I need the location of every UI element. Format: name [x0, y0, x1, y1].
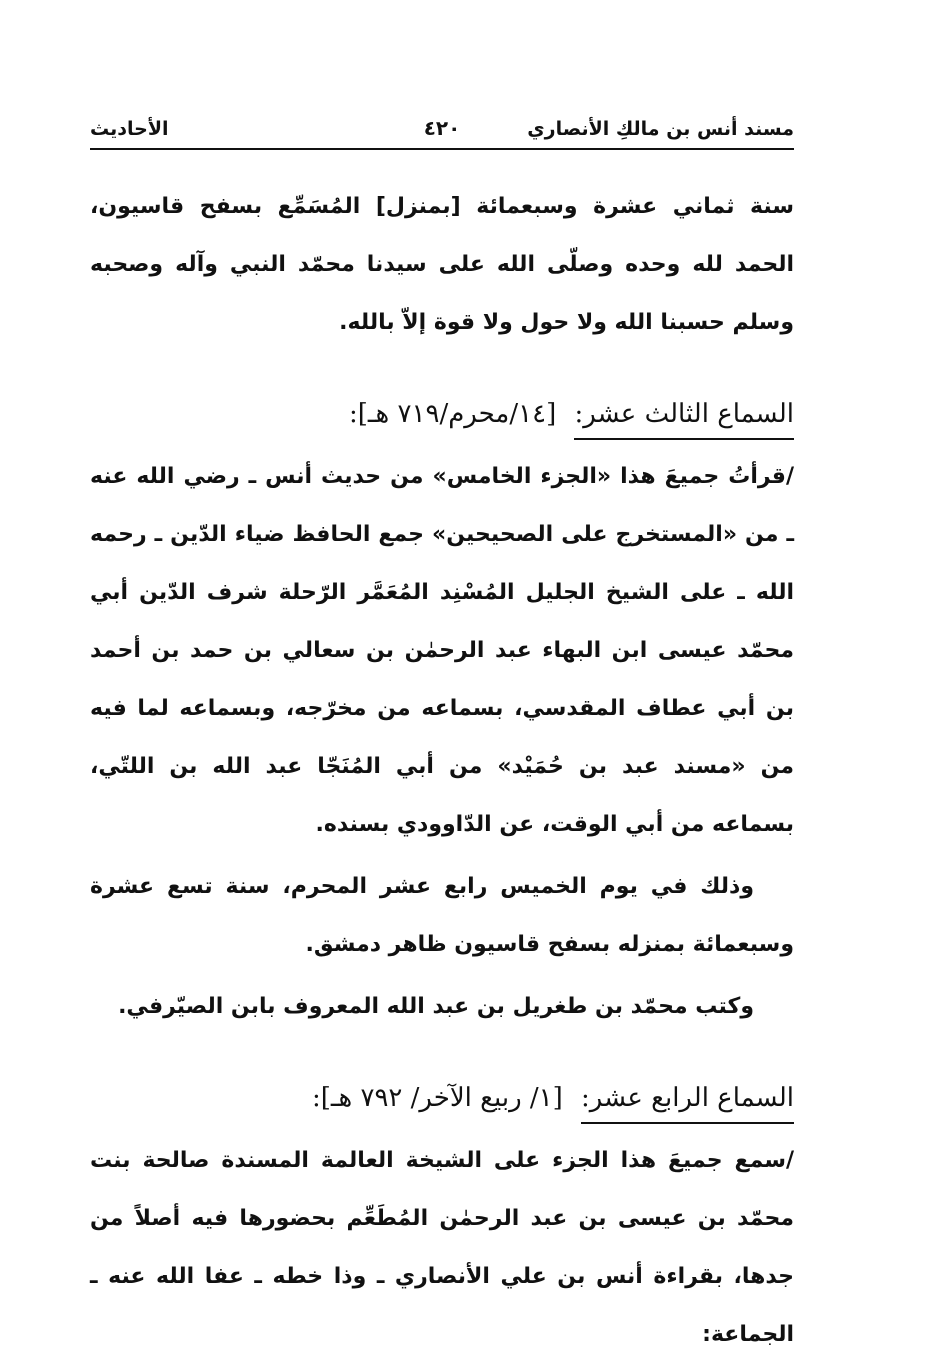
session-13-scribe: وكتب محمّد بن طغريل بن عبد الله المعروف بابن الصيّرفي. — [118, 994, 754, 1019]
document-page — [90, 112, 794, 1364]
session-13-date-paragraph: وذلك في يوم الخميس رابع عشر المحرم، سنة تسع عشرة وسبعمائة بمنزله بسفح قاسيون ظاهر دمشق. — [90, 874, 794, 957]
section-title: الأحاديث — [90, 118, 169, 140]
session-14-body: /سمع جميعَ هذا الجزء على الشيخة العالمة المسندة صالحة بنت محمّد بن عيسى بن عبد الرحمٰن المُطَعِّم بحضورها فيه أصلاً من جدها، بقراءة أنس بن علي الأنصاري ـ وذا خطه ـ عفا الله عنه ـ الجماعة: — [90, 1148, 794, 1347]
session-14-label: السماع الرابع عشر: — [581, 1076, 794, 1124]
page-number: ٤٢٠ — [423, 116, 461, 140]
running-header — [90, 112, 794, 150]
session-13-heading — [90, 392, 794, 440]
session-13-label: السماع الثالث عشر: — [574, 392, 794, 440]
session-13-date: [١٤/محرم/٧١٩ هـ]: — [349, 399, 557, 429]
session-14-date: [١/ ربيع الآخر/ ٧٩٢ هـ]: — [311, 1083, 563, 1113]
closing-paragraph: سنة ثماني عشرة وسبعمائة [بمنزل] المُسَمِّع بسفح قاسيون، الحمد لله وحده وصلّى الله على سيدنا محمّد النبي وآله وصحبه وسلم حسبنا الله ولا حول ولا قوة إلاّ بالله. — [90, 194, 794, 335]
session-13-body: /قرأتُ جميعَ هذا «الجزء الخامس» من حديث أنس ـ رضي الله عنه ـ من «المستخرج على الصحيحين» جمع الحافظ ضياء الدّين ـ رحمه الله ـ على الشيخ الجليل المُسْنِد المُعَمَّر الرّحلة شرف الدّين أبي محمّد عيسى ابن البهاء عبد الرحمٰن بن سعالي بن حمد بن أحمد بن أبي عطاف المقدسي، بسماعه من مخرّجه، وبسماعه لما فيه من «مسند عبد بن حُمَيْد» من أبي المُنَجّا عبد الله بن اللتّي، بسماعه من أبي الوقت، عن الدّاوودي بسنده. — [90, 464, 794, 837]
session-14-heading — [90, 1076, 794, 1124]
book-title: مسند أنس بن مالكِ الأنصاري — [527, 118, 794, 140]
